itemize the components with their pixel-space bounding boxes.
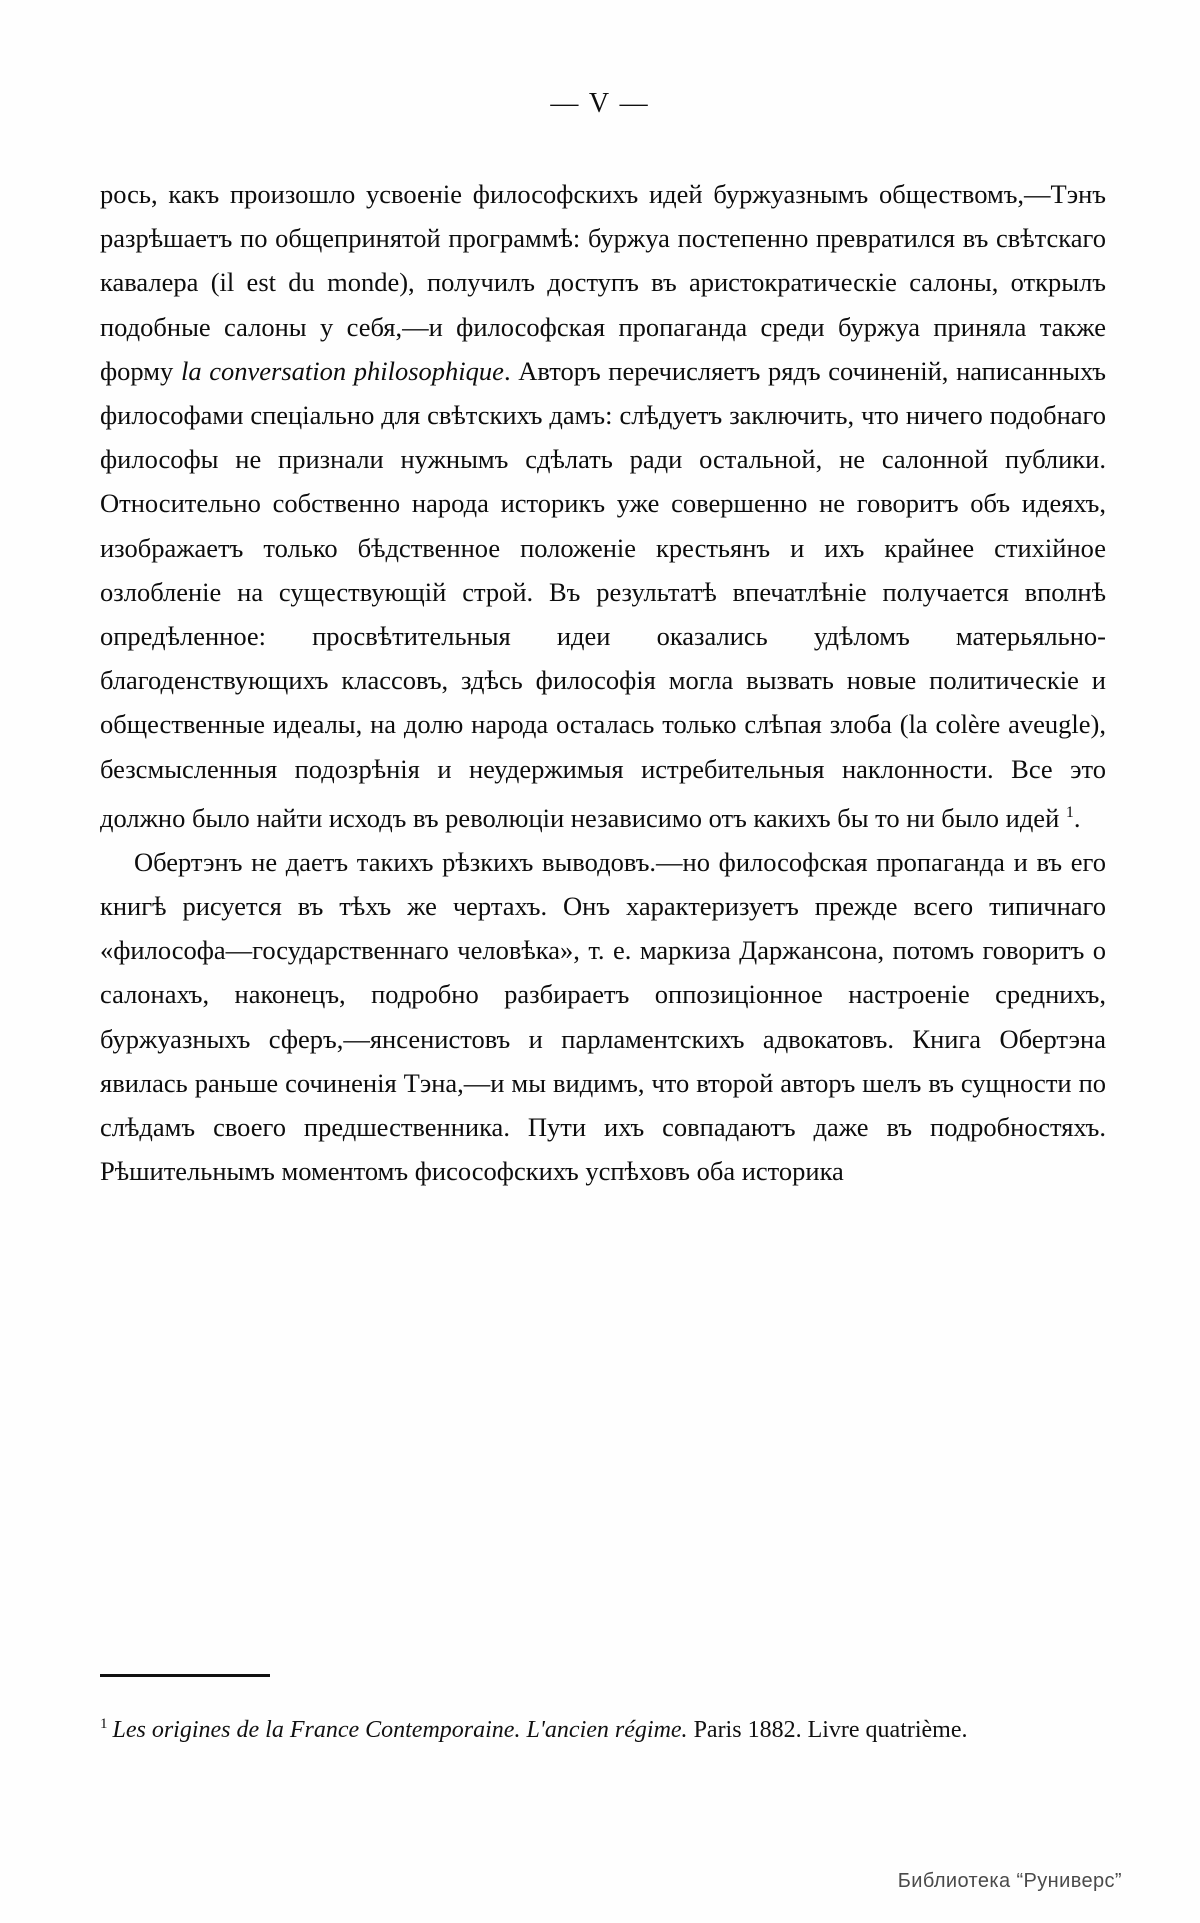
paragraph-1-italic-phrase: la conversation philosophique — [180, 355, 504, 386]
paragraph-2: Обертэнъ не даетъ такихъ рѣзкихъ выводовъ.—но философская пропаганда и въ его книгѣ рисуется въ тѣхъ же чертахъ. Онъ характеризуетъ прежде всего типичнаго «философа—государственнаго человѣка», т. е. маркиза Даржансона, потомъ говоритъ о салонахъ, наконецъ, подробно разбираетъ оппозиціонное настроеніе среднихъ, буржуазныхъ сферъ,—янсенистовъ и парламентскихъ адвокатовъ. Книга Обертэна явилась раньше сочиненія Тэна,—и мы видимъ, что второй авторъ шелъ въ сущности по слѣдамъ своего предшественника. Пути ихъ совпадаютъ даже въ подробностяхъ. Рѣшительнымъ моментомъ фисософскихъ успѣховъ оба историка — [100, 846, 1106, 1187]
paragraph-1-period: . — [1073, 802, 1081, 833]
footnote-title: Les origines de la France Contemporaine. L'ancien régime. — [112, 1717, 688, 1743]
body-text-column — [100, 172, 1106, 1194]
footnote — [100, 1704, 1106, 1750]
page-number: — V — — [550, 88, 650, 119]
footnote-divider — [100, 1674, 270, 1677]
footnote-tail: Paris 1882. Livre quatrième. — [687, 1717, 968, 1743]
paragraph-1 — [100, 172, 1106, 840]
paragraph-1-text-b: . Авторъ перечисляетъ рядъ сочиненій, написанныхъ философами спеціально для свѣтскихъ дамъ: слѣдуетъ заключить, что ничего подобнаго философы не признали нужнымъ сдѣлать ради остальной, не салонной публики. Относительно собственно народа историкъ уже совершенно не говоритъ объ идеяхъ, изображаетъ только бѣдственное положеніе крестьянъ и ихъ крайнее стихійное озлобленіе на существующій строй. Въ результатѣ впечатлѣніе получается вполнѣ опредѣленное: просвѣтительныя идеи оказались удѣломъ матерьяльно-благоденствующихъ классовъ, здѣсь философія могла вызвать новые политическіе и общественные идеалы, на долю народа осталась только слѣпая злоба (la colère aveugle), безсмысленныя подозрѣнія и неудержимыя истребительныя наклонности. Все это должно было найти исходъ въ революціи независимо отъ какихъ бы то ни было идей — [100, 355, 1106, 833]
paragraph-1-text-a: рось, какъ произошло усвоеніе философскихъ идей буржуазнымъ обществомъ,—Тэнъ разрѣшаетъ по общепринятой программѣ: буржуа постепенно превратился въ свѣтскаго кавалера (il est du monde), получилъ доступъ въ аристократическіе салоны, открылъ подобные салоны у себя,—и философская пропаганда среди буржуа приняла также форму — [100, 179, 1106, 386]
footnote-reference-marker: 1 — [1065, 803, 1074, 821]
footnote-marker: 1 — [100, 1716, 108, 1732]
library-watermark: Библиотека “Руниверс” — [897, 1870, 1122, 1892]
